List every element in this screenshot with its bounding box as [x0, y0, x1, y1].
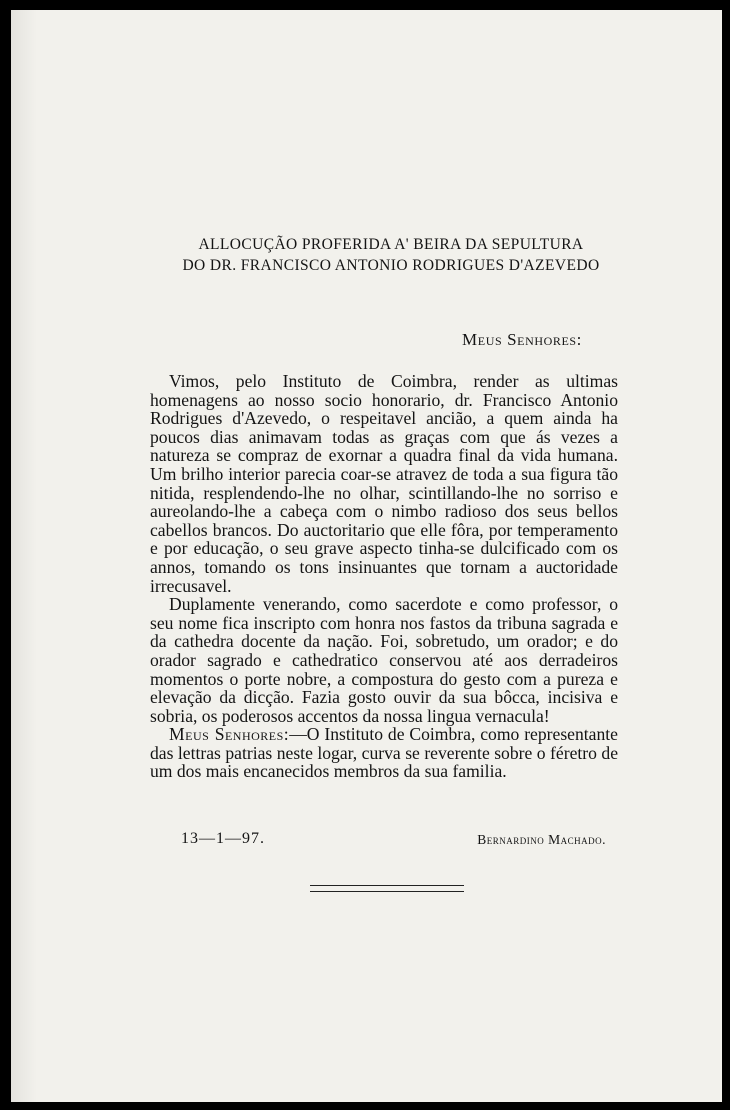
salutation: Meus Senhores:: [462, 330, 582, 349]
closing-rule: [310, 885, 464, 892]
signature: Bernardino Machado.: [477, 832, 606, 847]
paragraph-1: Vimos, pelo Instituto de Coimbra, render as ultimas homenagens ao nosso socio honorario, dr. Francisco Antonio Rodrigues d'Azevedo, o respeitavel ancião, a quem ainda ha poucos dias animavam todas as graças com que ás vezes a natureza se compraz de exornar a quadra final da vida humana. Um brilho interior parecia coar-se atravez de toda a sua figura tão nitida, resplendendo-lhe no olhar, scintillando-lhe no sorriso e aureolando-lhe a cabeça com o nimbo radioso dos seus bellos cabellos brancos. Do auctoritario que elle fôra, por temperamento e por educação, o seu grave aspecto tinha-se dulcificado com os annos, tomando os tons insinuantes que tornam a auctoridade irrecusavel.: [150, 371, 618, 596]
paragraph-3: [150, 725, 618, 781]
speech-body: [150, 372, 618, 781]
title-line-1: ALLOCUÇÃO PROFERIDA A' BEIRA DA SEPULTURA: [198, 236, 584, 253]
title-line-2: DO DR. FRANCISCO ANTONIO RODRIGUES D'AZEVEDO: [182, 257, 600, 274]
paragraph-2: Duplamente venerando, como sacerdote e como professor, o seu nome fica inscripto com honra nos fastos da tribuna sagrada e da cathedra docente da nação. Foi, sobretudo, um orador; e do orador sagrado e cathedratico conservou até aos derradeiros momentos o porte nobre, a compostura do gesto com a pureza e elevação da dicção. Fazia gosto ouvir da sua bôcca, incisiva e sobria, os poderosos accentos da nossa lingua vernacula!: [150, 594, 618, 726]
document-page: [11, 10, 722, 1102]
document-title: [11, 234, 722, 276]
paragraph-3-text: —O Instituto de Coimbra, como representante das lettras patrias neste logar, curva se reverente sobre o féretro de um dos mais encanecidos membros da sua familia.: [150, 724, 618, 782]
scan-shadow: [11, 10, 37, 1102]
date: 13—1—97.: [181, 830, 265, 847]
paragraph-3-lead: Meus Senhores:: [169, 724, 290, 745]
